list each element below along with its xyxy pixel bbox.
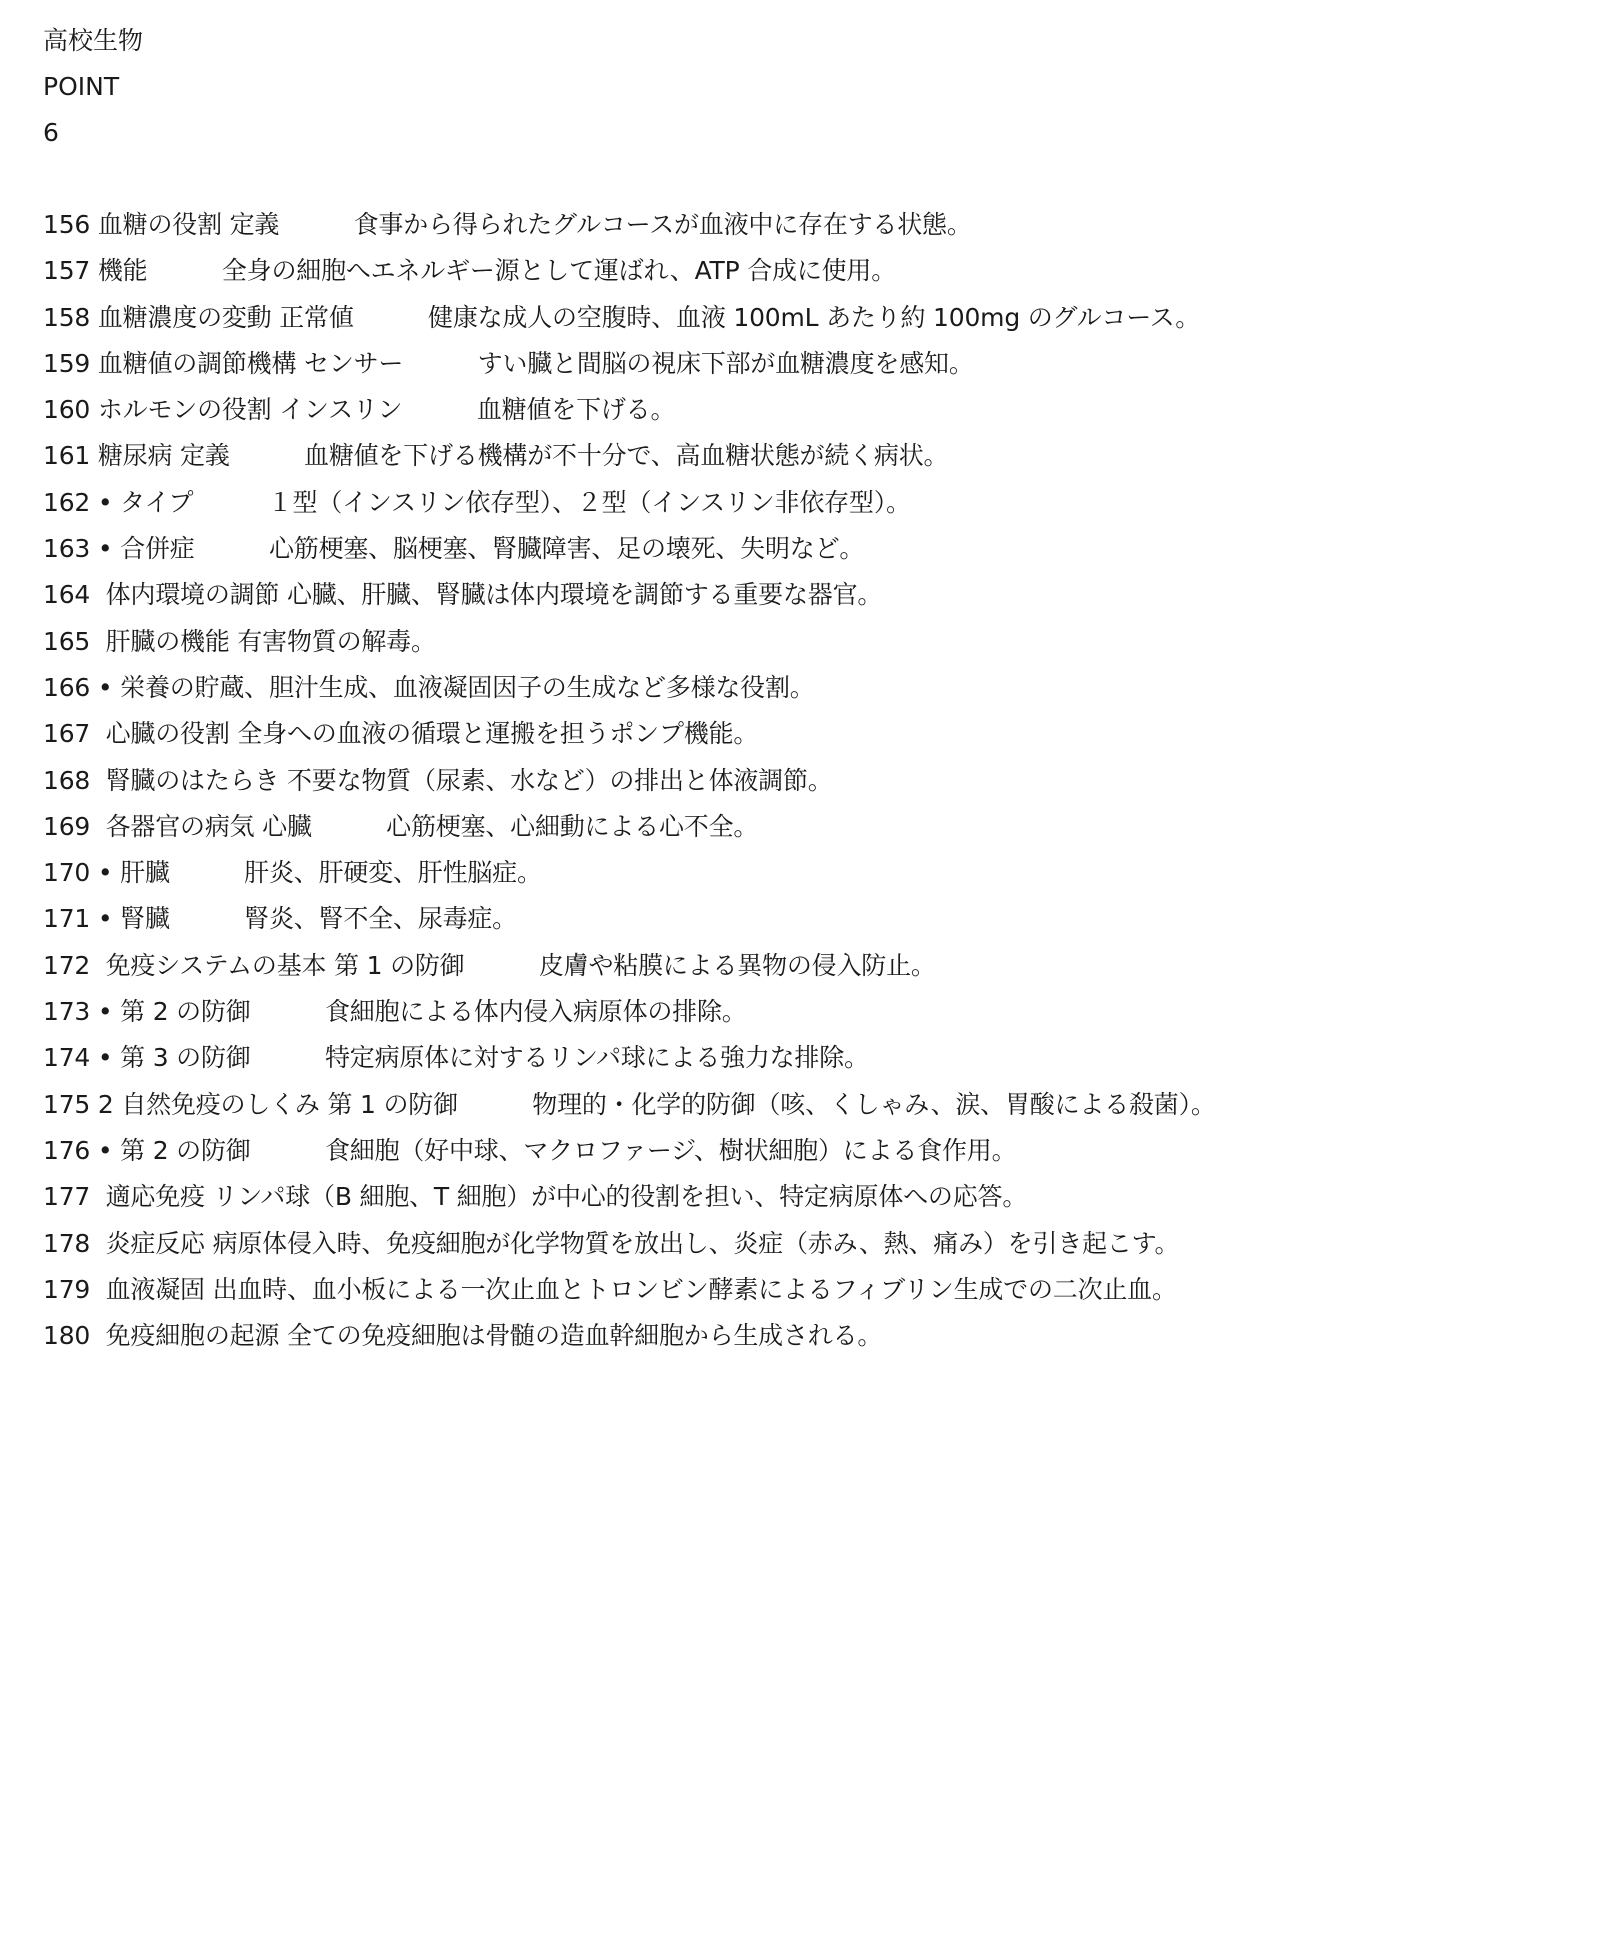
point-entry (43, 665, 1563, 711)
point-entry (43, 572, 1563, 618)
point-entry (43, 387, 1563, 433)
entry-number: 167 (43, 719, 91, 749)
entry-text: 免疫細胞の起源 全ての免疫細胞は骨髄の造血幹細胞から生成される。 (90, 1321, 883, 1351)
point-entry (43, 1174, 1563, 1220)
point-entry (43, 850, 1563, 896)
entry-text: ホルモンの役割 インスリン 血糖値を下げる。 (90, 395, 676, 425)
entry-text: 免疫システムの基本 第 1 の防御 皮膚や粘膜による異物の侵入防止。 (90, 950, 936, 980)
point-entry (43, 480, 1563, 526)
entry-number: 162 (43, 487, 91, 517)
point-entry (43, 526, 1563, 572)
point-entry (43, 433, 1563, 479)
entry-text: • 合併症 心筋梗塞、脳梗塞、腎臓障害、足の壊死、失明など。 (90, 534, 865, 564)
entry-number: 168 (43, 765, 91, 795)
entry-number: 170 (43, 858, 91, 888)
entry-text: • 栄養の貯蔵、胆汁生成、血液凝固因子の生成など多様な役割。 (90, 672, 815, 702)
entry-text: 糖尿病 定義 血糖値を下げる機構が不十分で、高血糖状態が続く病状。 (90, 441, 949, 471)
entry-number: 163 (43, 534, 91, 564)
point-entry (43, 804, 1563, 850)
entry-number: 176 (43, 1135, 91, 1165)
entry-text: 腎臓のはたらき 不要な物質（尿素、水など）の排出と体液調節。 (90, 765, 833, 795)
entry-number: 171 (43, 904, 91, 934)
entry-number: 157 (43, 256, 91, 286)
entry-number: 173 (43, 997, 91, 1027)
entry-number: 158 (43, 302, 91, 332)
point-number: 6 (43, 118, 59, 147)
entry-text: 心臓の役割 全身への血液の循環と運搬を担うポンプ機能。 (90, 719, 759, 749)
point-entry (43, 341, 1563, 387)
point-label: POINT (43, 72, 120, 101)
entry-text: • タイプ １型（インスリン依存型）、２型（インスリン非依存型）。 (90, 487, 911, 517)
entry-text: • 肝臓 肝炎、肝硬変、肝性脳症。 (90, 858, 542, 888)
point-entry (43, 1313, 1563, 1359)
entry-text: 2 自然免疫のしくみ 第 1 の防御 物理的・化学的防御（咳、くしゃみ、涙、胃酸による殺菌）。 (90, 1089, 1216, 1119)
point-entry (43, 248, 1563, 294)
blank-line (43, 156, 1563, 202)
entry-text: 適応免疫 リンパ球（B 細胞、T 細胞）が中心的役割を担い、特定病原体への応答。 (90, 1182, 1028, 1212)
point-entry (43, 943, 1563, 989)
entry-number: 164 (43, 580, 91, 610)
point-entry (43, 295, 1563, 341)
entry-text: 体内環境の調節 心臓、肝臓、腎臓は体内環境を調節する重要な器官。 (90, 580, 883, 610)
entry-number: 156 (43, 210, 91, 239)
entry-text: 血糖濃度の変動 正常値 健康な成人の空腹時、血液 100mL あたり約 100mg のグルコース。 (90, 302, 1201, 332)
point-entry (43, 619, 1563, 665)
entry-number: 172 (43, 950, 91, 980)
point-entry (43, 758, 1563, 804)
entry-text: • 第 3 の防御 特定病原体に対するリンパ球による強力な排除。 (90, 1043, 869, 1073)
entry-text: • 第 2 の防御 食細胞による体内侵入病原体の排除。 (90, 997, 747, 1027)
entry-number: 160 (43, 395, 91, 425)
entry-number: 169 (43, 811, 91, 841)
entry-text: 血糖値の調節機構 センサー すい臓と間脳の視床下部が血糖濃度を感知。 (90, 348, 974, 378)
point-entry (43, 1221, 1563, 1267)
point-entry (43, 1035, 1563, 1081)
entry-number: 161 (43, 441, 91, 471)
entry-number: 159 (43, 348, 91, 378)
entry-text: • 腎臓 腎炎、腎不全、尿毒症。 (90, 904, 517, 934)
point-entry (43, 1128, 1563, 1174)
entry-text: • 第 2 の防御 食細胞（好中球、マクロファージ、樹状細胞）による食作用。 (90, 1135, 1017, 1165)
subject-title: 高校生物 (43, 26, 144, 55)
point-list (43, 202, 1563, 1359)
point-entry (43, 896, 1563, 942)
entry-number: 179 (43, 1274, 91, 1304)
entry-text: 炎症反応 病原体侵入時、免疫細胞が化学物質を放出し、炎症（赤み、熱、痛み）を引き起こす。 (90, 1228, 1180, 1258)
entry-text: 各器官の病気 心臓 心筋梗塞、心細動による心不全。 (90, 811, 759, 841)
point-entry (43, 1267, 1563, 1313)
entry-text: 肝臓の機能 有害物質の解毒。 (90, 626, 436, 656)
point-entry (43, 202, 1563, 248)
point-entry (43, 1082, 1563, 1128)
entry-text: 血液凝固 出血時、血小板による一次止血とトロンビン酵素によるフィブリン生成での二次止血。 (90, 1274, 1177, 1304)
entry-number: 175 (43, 1089, 91, 1119)
entry-number: 180 (43, 1321, 91, 1351)
entry-number: 174 (43, 1043, 91, 1073)
entry-text: 血糖の役割 定義 食事から得られたグルコースが血液中に存在する状態。 (90, 210, 972, 239)
entry-text: 機能 全身の細胞へエネルギー源として運ばれ、ATP 合成に使用。 (90, 256, 897, 286)
point-entry (43, 989, 1563, 1035)
entry-number: 165 (43, 626, 91, 656)
entry-number: 166 (43, 672, 91, 702)
point-entry (43, 711, 1563, 757)
entry-number: 177 (43, 1182, 91, 1212)
document-page (43, 18, 1563, 1359)
entry-number: 178 (43, 1228, 91, 1258)
